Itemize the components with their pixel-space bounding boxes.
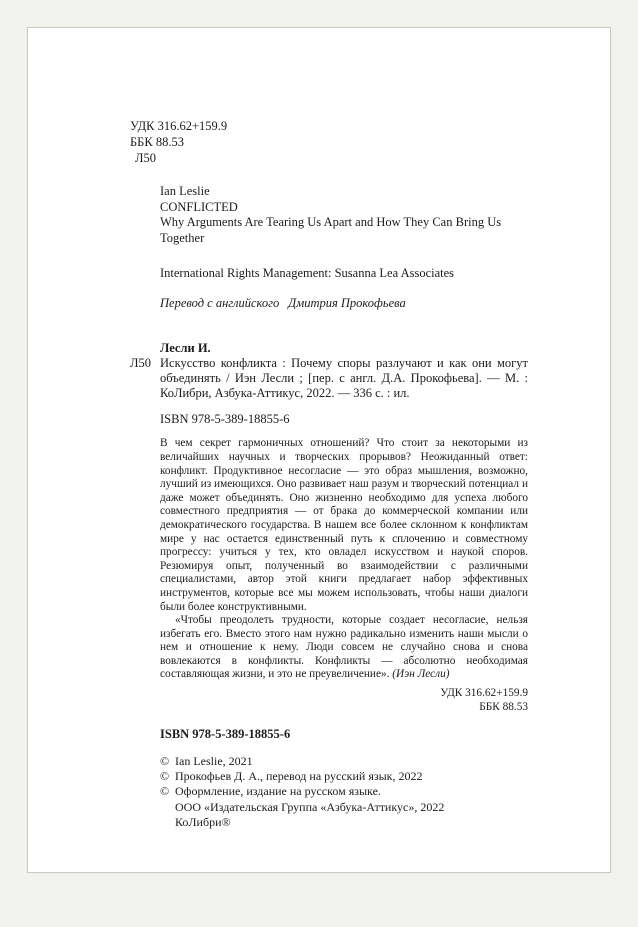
copyright-text: Прокофьев Д. А., перевод на русский язык, 2022 [175, 769, 423, 784]
copyright-text: КоЛибри® [175, 814, 231, 829]
isbn-footer: ISBN 978-5-389-18855-6 [160, 727, 291, 742]
classification-block [130, 118, 528, 166]
imprint-content [130, 118, 528, 830]
copyright-text: Оформление, издание на русском языке. [175, 784, 381, 799]
original-subtitle: Why Arguments Are Tearing Us Apart and How They Can Bring Us Together [160, 215, 502, 245]
copyright-text: ООО «Издательская Группа «Азбука-Аттикус», 2022 [175, 799, 445, 814]
copyright-line [160, 769, 528, 784]
translator-name: Дмитрия Прокофьева [288, 295, 406, 310]
copyright-symbol: © [160, 784, 170, 799]
copyright-symbol: © [160, 769, 170, 784]
quote-text: «Чтобы преодолеть трудности, которые создает несогласие, нельзя избегать его. Вместо этого нам нужно радикально изменить наши мысли о нем и отношение к нему. Люди совсем не случайно снова и снова вовлекаются в конфликты. Конфликты — абсолютно необходимая составляющая жизни, и это не преувеличение». [160, 614, 528, 681]
catalog-card [130, 341, 528, 427]
copyright-symbol-spacer [160, 800, 175, 815]
footer-classification-block [160, 686, 528, 714]
bibliographic-row [130, 356, 528, 400]
footer-bbk-number: ББК 88.53 [479, 701, 528, 714]
margin-author-code: Л50 [130, 356, 151, 370]
footer-udk-number: УДК 316.62+159.9 [440, 687, 528, 700]
copyright-line [160, 754, 528, 769]
copyright-symbol: © [160, 754, 170, 769]
isbn-catalog: ISBN 978-5-389-18855-6 [160, 412, 290, 427]
copyright-continuation-line [160, 815, 528, 830]
annotation-paragraph: В чем секрет гармоничных отношений? Что стоит за некоторыми из величайших научных и творческих прорывов? Неожиданный ответ: конфликт. Продуктивное несогласие — это образ мышления, возможно, лучший из имеющихся. Оно развивает наш разум и творческий потенциал и даже может объединять. Оно жизненно необходимо для успеха любого совместного предприятия — от брака до коммерческой компании или демократического государства. В нашем все более склонном к конфликтам мире у нас остается единственный путь к сплочению и совместному прогрессу: учиться у тех, кто овладел искусством и наукой споров. Резюмируя опыт, полученный во взаимодействии с различными специалистами, автор этой книги предлагает набор эффективных инструментов, которые все мы можем использовать, чтобы наши диалоги были более конструктивными. [160, 437, 528, 613]
bibliographic-entry: Искусство конфликта : Почему споры разлучают и как они могут объединять / Иэн Лесли ; [пер. с англ. Д.А. Прокофьева]. — М. : КоЛибри, Азбука-Аттикус, 2022. — 336 с. : ил. [160, 356, 528, 400]
translation-label: Перевод с английского [160, 295, 280, 310]
copyright-line [160, 784, 528, 799]
quote-attribution: (Иэн Лесли) [392, 668, 450, 681]
rights-management-line: International Rights Management: Susanna Lea Associates [160, 266, 455, 280]
author-sign-code: Л50 [135, 151, 156, 165]
copyright-symbol-spacer [160, 815, 175, 830]
copyright-continuation-line [160, 800, 528, 815]
bbk-number: ББК 88.53 [130, 135, 184, 149]
catalog-author: Лесли И. [160, 341, 211, 355]
original-author: Ian Leslie [160, 184, 210, 198]
translation-line [160, 296, 528, 312]
book-imprint-page [27, 27, 611, 873]
copyright-text: Ian Leslie, 2021 [175, 754, 253, 769]
copyright-block [160, 754, 528, 830]
udk-number: УДК 316.62+159.9 [130, 119, 228, 133]
quote-paragraph [160, 614, 528, 682]
original-edition-block [160, 184, 528, 246]
original-title: CONFLICTED [160, 199, 238, 214]
